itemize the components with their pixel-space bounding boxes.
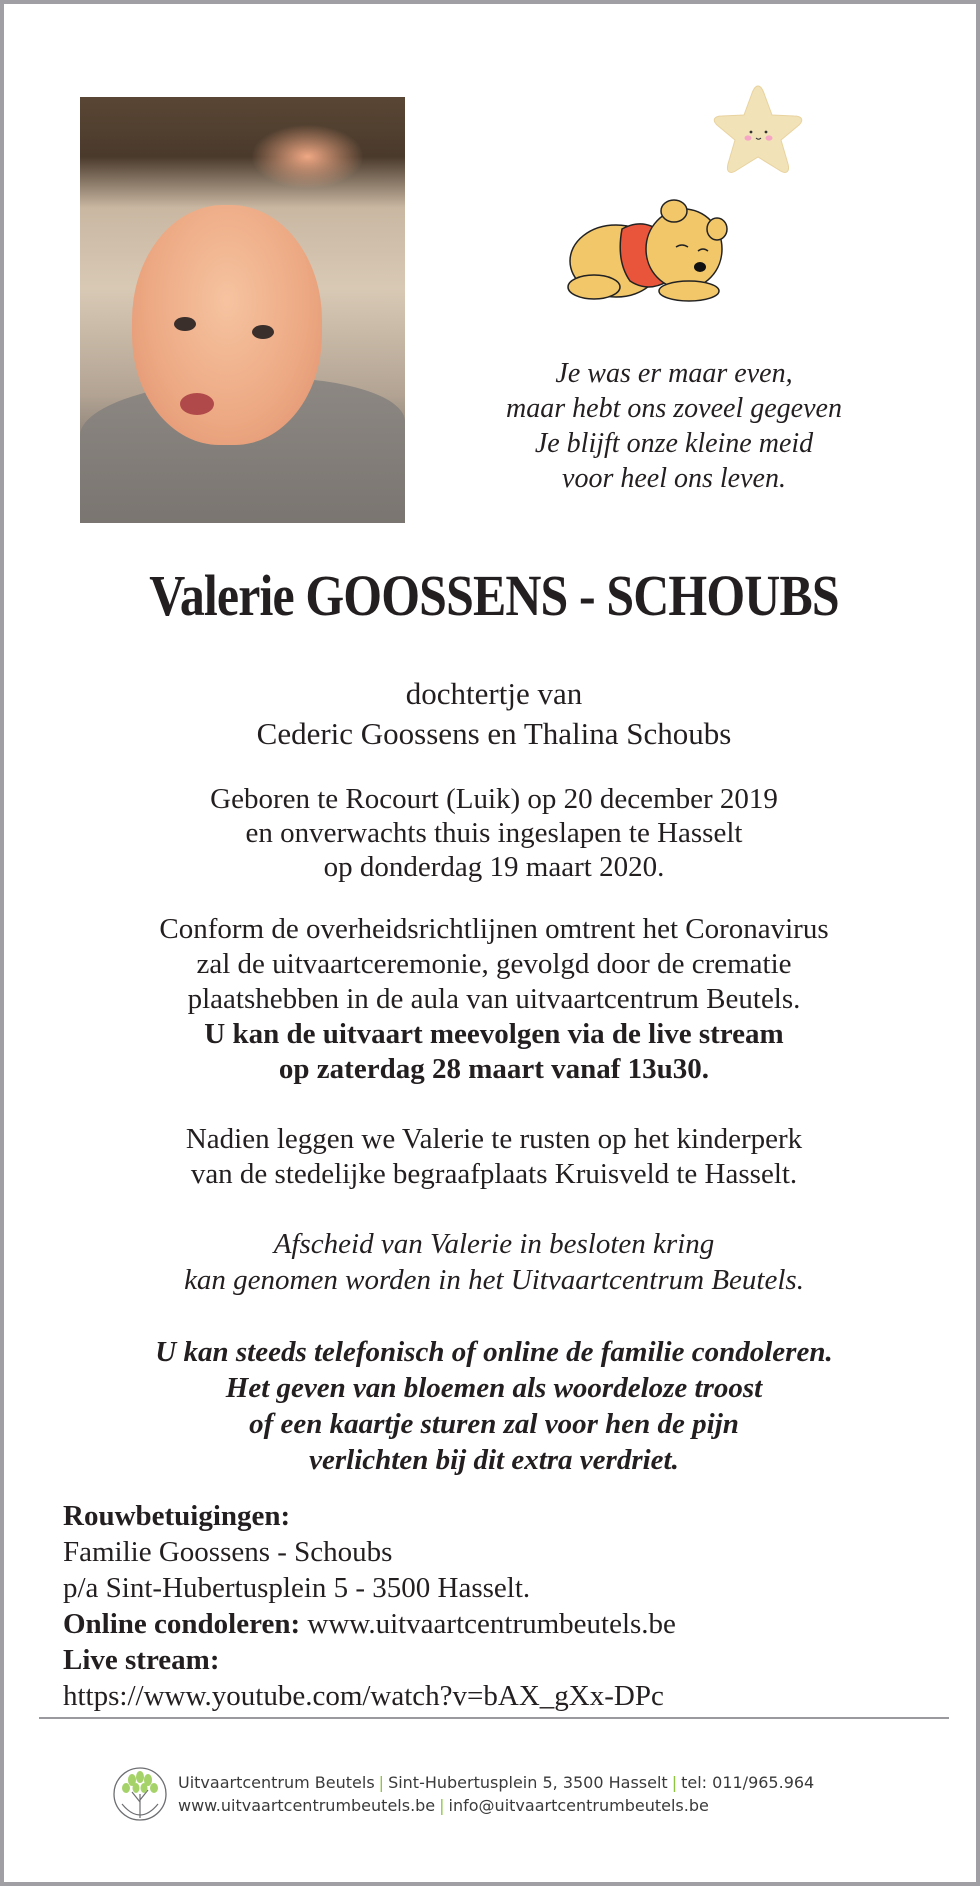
ceremony-line: zal de uitvaartceremonie, gevolgd door de crematie: [196, 948, 792, 980]
memorial-poem: [464, 356, 884, 496]
poem-line: Je blijft onze kleine meid: [534, 428, 814, 459]
footer-phone[interactable]: tel: 011/965.964: [681, 1773, 815, 1792]
ceremony-line: plaatshebben in de aula van uitvaartcentrum Beutels.: [187, 983, 801, 1015]
footer-line-1: [178, 1771, 814, 1794]
footer-separator: |: [671, 1773, 678, 1792]
online-condolence-row: [63, 1606, 676, 1642]
family-address: p/a Sint-Hubertusplein 5 - 3500 Hasselt.: [63, 1572, 531, 1604]
condolences-heading: Rouwbetuigingen:: [63, 1500, 291, 1532]
farewell-line: kan genomen worden in het Uitvaartcentrum Beutels.: [184, 1264, 804, 1296]
smiling-star-icon: [708, 82, 808, 182]
birth-death-line: Geboren te Rocourt (Luik) op 20 december 2019: [210, 783, 778, 815]
livestream-date: op zaterdag 28 maart vanaf 13u30.: [278, 1053, 710, 1085]
ceremony-section: [4, 912, 980, 1087]
sleeping-bear-icon: [564, 189, 744, 304]
footer-separator: |: [439, 1796, 445, 1815]
condolence-line: Het geven van bloemen als woordeloze troost: [225, 1372, 763, 1404]
parents-names: Cederic Goossens en Thalina Schoubs: [256, 716, 732, 751]
photo-eye-left: [174, 317, 196, 331]
birth-death-section: [4, 782, 980, 884]
condolence-line: of een kaartje sturen zal voor hen de pijn: [249, 1408, 739, 1440]
photo-face: [132, 205, 322, 445]
online-condolence-label: Online condoleren:: [63, 1608, 301, 1640]
live-stream-label: Live stream:: [63, 1644, 220, 1676]
birth-death-line: op donderdag 19 maart 2020.: [323, 851, 665, 883]
online-condolence-link[interactable]: www.uitvaartcentrumbeutels.be: [307, 1608, 676, 1640]
footer-email-link[interactable]: info@uitvaartcentrumbeutels.be: [448, 1796, 709, 1815]
funeral-home-footer: [112, 1766, 814, 1822]
photo-mouth: [180, 393, 214, 415]
footer-text: [178, 1771, 814, 1817]
footer-address: Sint-Hubertusplein 5, 3500 Hasselt: [388, 1773, 668, 1792]
footer-line-2: [178, 1794, 814, 1817]
burial-line: van de stedelijke begraafplaats Kruisveld te Hasselt.: [190, 1158, 798, 1190]
parents-section: [4, 674, 980, 754]
family-name: Familie Goossens - Schoubs: [63, 1536, 393, 1568]
deceased-name: Valerie GOOSSENS - SCHOUBS: [149, 563, 839, 628]
footer-separator: |: [378, 1773, 385, 1792]
poem-line: Je was er maar even,: [555, 358, 793, 389]
parents-intro: dochtertje van: [405, 676, 583, 711]
livestream-notice: U kan de uitvaart meevolgen via de live stream: [204, 1018, 784, 1050]
poem-line: voor heel ons leven.: [562, 463, 786, 494]
burial-line: Nadien leggen we Valerie te rusten op het kinderperk: [185, 1123, 803, 1155]
birth-death-line: en onverwachts thuis ingeslapen te Hasselt: [245, 817, 743, 849]
condolence-line: U kan steeds telefonisch of online de familie condoleren.: [155, 1336, 833, 1368]
footer-company: Uitvaartcentrum Beutels: [178, 1773, 375, 1792]
photo-eye-right: [252, 325, 274, 339]
contact-section: [63, 1498, 676, 1714]
condolence-note: [4, 1334, 980, 1478]
farewell-line: Afscheid van Valerie in besloten kring: [273, 1228, 715, 1260]
live-stream-link[interactable]: https://www.youtube.com/watch?v=bAX_gXx-DPc: [63, 1680, 664, 1712]
burial-section: [4, 1122, 980, 1192]
baby-photo: [80, 97, 405, 523]
footer-website-link[interactable]: www.uitvaartcentrumbeutels.be: [178, 1796, 436, 1815]
condolence-line: verlichten bij dit extra verdriet.: [309, 1444, 679, 1476]
poem-line: maar hebt ons zoveel gegeven: [506, 393, 842, 424]
ceremony-line: Conform de overheidsrichtlijnen omtrent het Coronavirus: [159, 913, 829, 945]
farewell-section: [4, 1226, 980, 1298]
divider: [39, 1717, 949, 1719]
tree-logo-icon: [112, 1766, 168, 1822]
